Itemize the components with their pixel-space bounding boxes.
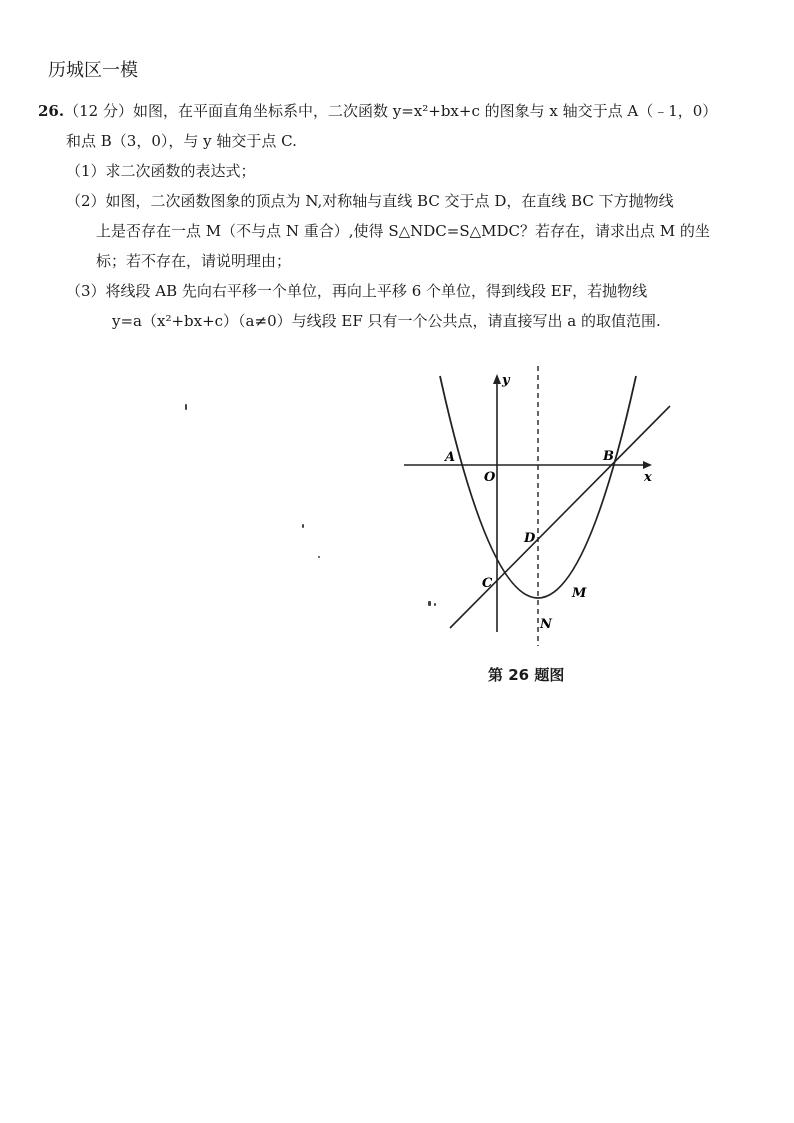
problem-stem-line-2: 和点 B（3，0），与 y 轴交于点 C. bbox=[66, 132, 297, 150]
x-axis-label: x bbox=[644, 470, 652, 485]
part-2-question-line-1: （2）如图，二次函数图象的顶点为 N,对称轴与直线 BC 交于点 D，在直线 BC 下方抛物线 bbox=[66, 192, 674, 210]
line-bc bbox=[450, 406, 670, 628]
problem-number: 26. bbox=[38, 102, 65, 120]
point-n-label: N bbox=[540, 617, 552, 632]
problem-stem-line-1: （12 分）如图，在平面直角坐标系中，二次函数 y=x²+bx+c 的图象与 x 轴交于点 A（﹣1，0） bbox=[64, 102, 718, 120]
y-axis-arrow bbox=[493, 374, 501, 384]
part-3-question-line-1: （3）将线段 AB 先向右平移一个单位，再向上平移 6 个单位，得到线段 EF，若抛物线 bbox=[66, 282, 648, 300]
point-a-label: A bbox=[445, 450, 456, 465]
figure-caption: 第 26 题图 bbox=[488, 666, 565, 684]
origin-label: O bbox=[484, 470, 496, 485]
exam-source-title: 历城区一模 bbox=[48, 60, 138, 81]
part-1-question: （1）求二次函数的表达式； bbox=[66, 162, 256, 180]
problem-line-1 bbox=[38, 96, 758, 126]
coordinate-diagram bbox=[394, 364, 674, 654]
point-m-label: M bbox=[572, 586, 587, 601]
scan-speck bbox=[428, 601, 431, 606]
point-c-label: C bbox=[482, 576, 493, 591]
part-3-question-line-2: y=a（x²+bx+c）（a≠0）与线段 EF 只有一个公共点，请直接写出 a 的取值范围. bbox=[112, 312, 661, 330]
y-axis-label: y bbox=[502, 373, 510, 388]
scan-speck bbox=[434, 603, 436, 606]
scan-speck bbox=[318, 556, 320, 558]
problem-figure bbox=[394, 364, 674, 654]
scan-speck bbox=[302, 524, 304, 528]
x-axis-arrow bbox=[643, 461, 652, 469]
point-d-label: D bbox=[524, 531, 536, 546]
scan-speck bbox=[185, 404, 187, 410]
problem-26 bbox=[38, 96, 758, 336]
point-b-label: B bbox=[603, 449, 614, 464]
part-2-question-line-2: 上是否存在一点 M（不与点 N 重合）,使得 S△NDC=S△MDC？若存在，请求出点 M 的坐 bbox=[96, 222, 710, 240]
part-2-question-line-3: 标；若不存在，请说明理由； bbox=[96, 252, 292, 270]
